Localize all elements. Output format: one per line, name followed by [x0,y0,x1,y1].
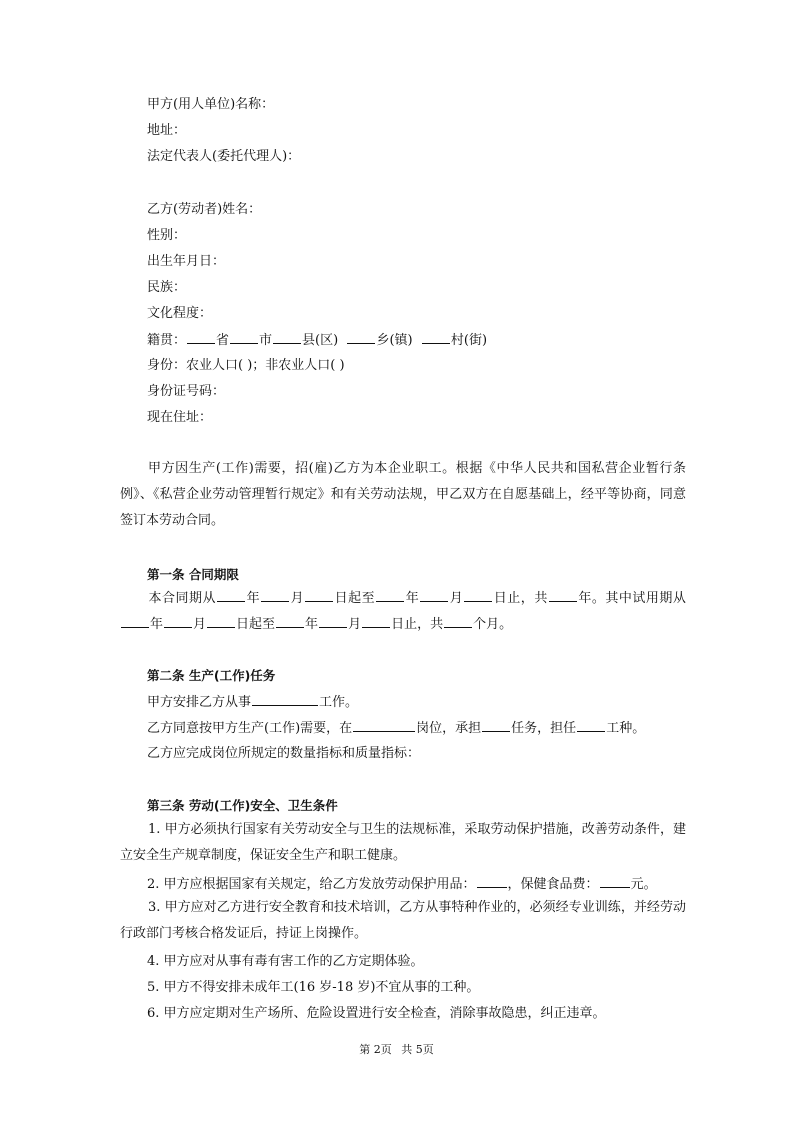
birth-date-field: 出生年月日： [147,254,226,269]
blank [187,331,215,344]
province-label: 省 [216,333,230,348]
education-field: 文化程度： [147,306,213,321]
text: 个月。 [473,617,513,632]
total-pages: 共 5页 [401,1043,434,1056]
blank [477,875,507,888]
article-3-item-1: 1. 甲方必须执行国家有关劳动安全与卫生的法规标准，采取劳动保护措施，改善劳动条件，建立安全生产规章制度，保证安全生产和职工健康。 [120,822,686,863]
text: ，保健食品费： [507,877,599,892]
blank [121,615,149,628]
township-label: 乡(镇) [376,333,413,348]
text: 元。 [630,877,657,892]
text: 岗位，承担 [416,721,482,736]
party-b-name-field: 乙方(劳动者)姓名： [147,202,262,217]
text: 任务，担任 [511,721,577,736]
blank [217,589,245,602]
current-address-field: 现在住址： [147,410,213,425]
page-footer [0,1041,793,1057]
text: 日止，共 [391,617,444,632]
blank [482,719,510,732]
county-label: 县(区) [302,333,339,348]
text: 日起至 [236,617,276,632]
text: 2. 甲方应根据国家有关规定，给乙方发放劳动保护用品： [147,877,476,892]
blank [422,331,450,344]
party-a-name-field: 甲方(用人单位)名称： [147,97,275,112]
text: 年 [405,591,420,606]
blank [353,719,415,732]
identity-field: 身份：农业人口( )；非农业人口( ) [147,358,345,373]
article-2-line-3: 乙方应完成岗位所规定的数量指标和质量指标： [147,746,421,761]
native-place-field [147,331,487,350]
blank [464,589,492,602]
text: 年 [246,591,261,606]
text: 年 [150,617,164,632]
blank [549,589,577,602]
blank [376,589,404,602]
article-3-heading: 第三条 劳动(工作)安全、卫生条件 [147,798,338,813]
article-3-item-2 [147,875,657,894]
blank [420,589,448,602]
legal-representative-field: 法定代表人(委托代理人)： [147,149,301,164]
native-place-label: 籍贯： [147,333,187,348]
article-3-item-6: 6. 甲方应定期对生产场所、危险设置进行安全检查，消除事故隐患，纠正违章。 [147,1006,606,1021]
text: 工种。 [606,721,646,736]
blank [305,589,333,602]
article-3-item-4: 4. 甲方应对从事有毒有害工作的乙方定期体验。 [147,954,424,969]
blank [577,719,605,732]
blank [261,589,289,602]
text: 日起至 [334,591,376,606]
article-1-heading: 第一条 合同期限 [147,567,239,582]
text: 月 [348,617,362,632]
village-label: 村(街) [450,333,488,348]
blank [276,615,304,628]
article-1-body [120,586,686,638]
text: 月 [193,617,207,632]
article-2-line-2 [147,719,645,738]
preamble-paragraph: 甲方因生产(工作)需要，招(雇)乙方为本企业职工。根据《中华人民共和国私营企业暂行条例》、《私营企业劳动管理暂行规定》和有关劳动法规，甲乙双方在自愿基础上，经平等协商，同意签订本劳动合同。 [120,461,686,528]
text: 本合同期从 [148,591,217,606]
city-label: 市 [259,333,273,348]
text: 工作。 [319,695,359,710]
text: 年 [305,617,319,632]
page-number: 第 2页 [359,1043,392,1056]
text: 日止，共 [493,591,548,606]
blank [347,331,375,344]
gender-field: 性别： [147,228,187,243]
ethnicity-field: 民族： [147,280,187,295]
blank [164,615,192,628]
text: 月 [449,591,464,606]
blank [207,615,235,628]
text: 月 [290,591,305,606]
text: 年。其中试用期从 [577,591,686,606]
blank [319,615,347,628]
blank [444,615,472,628]
article-3-item-5: 5. 甲方不得安排未成年工(16 岁-18 岁)不宜从事的工种。 [147,980,480,995]
party-a-address-field: 地址： [147,123,187,138]
blank [273,331,301,344]
article-3-item-3: 3. 甲方应对乙方进行安全教育和技术培训，乙方从事特种作业的，必须经专业训练，并经劳动行政部门考核合格发证后，持证上岗操作。 [120,900,686,941]
text: 甲方安排乙方从事 [147,695,252,710]
blank [230,331,258,344]
blank [362,615,390,628]
blank [600,875,630,888]
article-2-heading: 第二条 生产(工作)任务 [147,668,276,683]
text: 乙方同意按甲方生产(工作)需要，在 [147,721,353,736]
article-2-line-1 [147,693,358,712]
blank [252,693,318,706]
id-number-field: 身份证号码： [147,384,226,399]
